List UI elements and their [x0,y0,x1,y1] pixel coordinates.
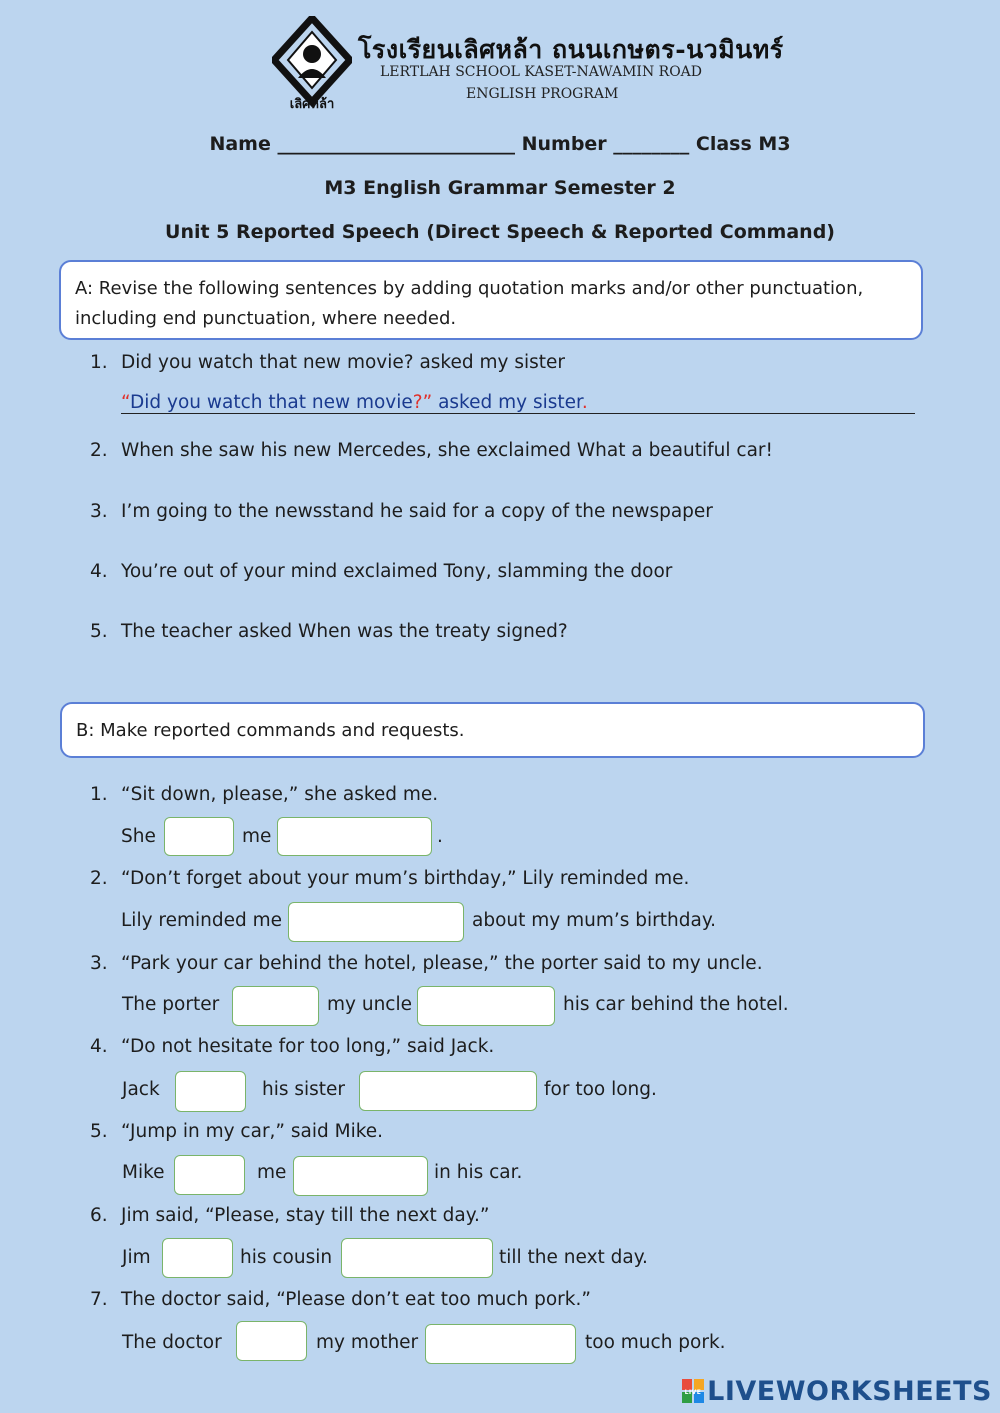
b7-answer-box-2[interactable] [425,1324,576,1364]
section-b-item-5: 5. “Jump in my car,” said Mike. [90,1121,384,1142]
svg-text:เลิศหล้า: เลิศหล้า [289,97,335,110]
b1-answer-box-1[interactable] [164,817,234,856]
section-b-instruction: B: Make reported commands and requests. [76,720,465,741]
section-b-item-1: 1. “Sit down, please,” she asked me. [90,784,439,805]
section-a-example-answer: “Did you watch that new movie?” asked my sister. [121,392,915,414]
b6-answer-box-2[interactable] [341,1238,493,1278]
liveworksheets-logo-icon [682,1379,704,1403]
school-logo [272,16,352,110]
section-a-item-3: 3. I’m going to the newsstand he said for a copy of the newspaper [90,501,713,522]
b6-answer-box-1[interactable] [162,1238,233,1278]
b6-word-3: till the next day. [499,1247,648,1268]
b3-word-1: The porter [122,994,220,1015]
section-a-item-5: 5. The teacher asked When was the treaty signed? [90,621,568,642]
b7-word-3: too much pork. [585,1332,726,1353]
b5-word-1: Mike [122,1162,165,1183]
b2-word-1: Lily reminded me [121,910,283,931]
b3-word-2: my uncle [327,994,412,1015]
program-name: ENGLISH PROGRAM [466,86,619,102]
section-a-instruction: A: Revise the following sentences by adding quotation marks and/or other punctuation, including end punctuation, where needed. [75,278,864,329]
b1-word-2: me [242,826,272,847]
liveworksheets-brand [682,1376,992,1407]
b2-word-2: about my mum’s birthday. [472,910,717,931]
section-b-item-2: 2. “Don’t forget about your mum’s birthday,” Lily reminded me. [90,868,690,889]
b2-answer-box-1[interactable] [288,902,464,942]
school-name-english: LERTLAH SCHOOL KASET-NAWAMIN ROAD [380,64,703,80]
b6-word-1: Jim [122,1247,151,1268]
section-a-instruction-box [59,260,923,340]
worksheet-title: M3 English Grammar Semester 2 [324,177,676,199]
b4-answer-box-1[interactable] [175,1071,246,1112]
b4-answer-box-2[interactable] [359,1071,537,1111]
section-a-item-1: 1. Did you watch that new movie? asked my sister [90,352,565,373]
b3-answer-box-2[interactable] [417,986,555,1026]
section-a-item-2: 2. When she saw his new Mercedes, she exclaimed What a beautiful car! [90,440,773,461]
school-name-thai: โรงเรียนเลิศหล้า ถนนเกษตร-นวมินทร์ [358,35,784,64]
b5-answer-box-2[interactable] [293,1156,428,1196]
b5-word-3: in his car. [434,1162,523,1183]
liveworksheets-logo-letters: LIVE [684,1389,702,1396]
b5-word-2: me [257,1162,287,1183]
section-b-item-4: 4. “Do not hesitate for too long,” said Jack. [90,1036,495,1057]
b3-answer-box-1[interactable] [232,986,319,1026]
b4-word-2: his sister [262,1079,346,1100]
b3-word-3: his car behind the hotel. [563,994,789,1015]
b6-word-2: his cousin [240,1247,333,1268]
b7-answer-box-1[interactable] [236,1321,307,1361]
worksheet-subtitle: Unit 5 Reported Speech (Direct Speech & Reported Command) [165,221,835,243]
b1-word-1: She [121,826,156,847]
b7-word-2: my mother [316,1332,419,1353]
brand-text: LIVEWORKSHEETS [707,1376,992,1407]
section-b-item-6: 6. Jim said, “Please, stay till the next day.” [90,1205,490,1226]
b4-word-1: Jack [122,1079,160,1100]
section-a-item-4: 4. You’re out of your mind exclaimed Tony, slamming the door [90,561,673,582]
b1-word-3: . [437,826,443,847]
b7-word-1: The doctor [122,1332,222,1353]
b4-word-3: for too long. [544,1079,657,1100]
section-b-instruction-box [60,702,925,758]
b1-answer-box-2[interactable] [277,817,432,856]
student-info-line: Name _________________________ Number ________ Class M3 [209,133,791,155]
section-b-item-3: 3. “Park your car behind the hotel, please,” the porter said to my uncle. [90,953,763,974]
b5-answer-box-1[interactable] [174,1155,245,1195]
section-b-item-7: 7. The doctor said, “Please don’t eat too much pork.” [90,1289,591,1310]
